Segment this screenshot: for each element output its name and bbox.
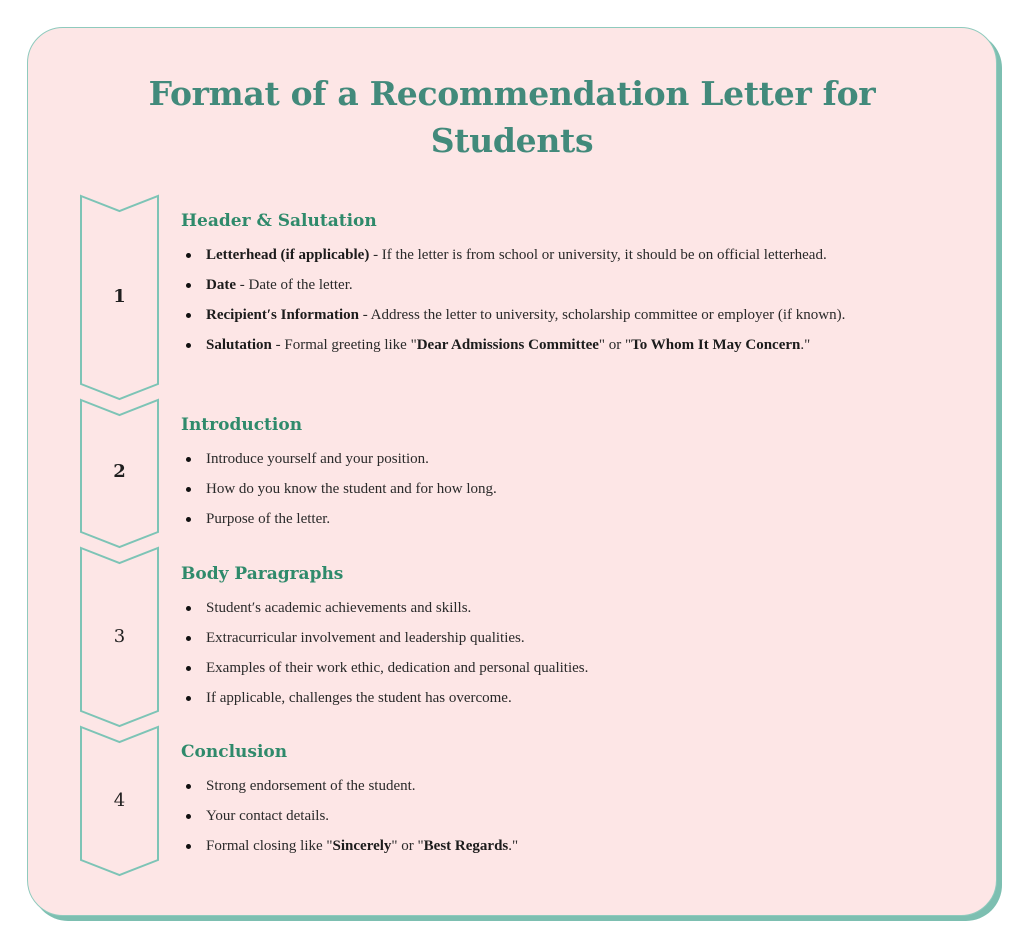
bullet-icon xyxy=(186,313,191,318)
step-number-1: 1 xyxy=(113,286,126,307)
bullet-icon xyxy=(186,606,191,611)
bullet-icon xyxy=(186,343,191,348)
list-item xyxy=(181,653,941,683)
item-text: How do you know the student and for how long. xyxy=(206,481,497,497)
list-item xyxy=(181,474,941,504)
item-label: Salutation xyxy=(206,337,272,353)
item-text: " or " xyxy=(391,838,424,854)
item-quote: Best Regards xyxy=(423,838,509,854)
bullet-icon xyxy=(186,283,191,288)
section-body-paragraphs xyxy=(181,563,941,713)
item-text: Strong endorsement of the student. xyxy=(206,778,416,794)
item-text: ." xyxy=(508,838,519,854)
bullet-icon xyxy=(186,253,191,258)
title-line-2: Students xyxy=(430,121,594,160)
list-item xyxy=(181,270,941,300)
item-text: Formal closing like " xyxy=(206,838,333,854)
title-line-1: Format of a Recommendation Letter for xyxy=(148,74,876,113)
item-text: Examples of their work ethic, dedication and personal qualities. xyxy=(206,660,589,676)
list-item xyxy=(181,330,941,360)
item-text: Extracurricular involvement and leadership qualities. xyxy=(206,630,525,646)
list-item xyxy=(181,504,941,534)
step-number-4: 4 xyxy=(113,790,126,811)
list-item xyxy=(181,240,941,270)
list-item xyxy=(181,593,941,623)
bullet-list xyxy=(181,593,941,713)
bullet-list xyxy=(181,240,941,360)
item-label: Recipient′s Information xyxy=(206,307,359,323)
bullet-icon xyxy=(186,814,191,819)
bullet-list xyxy=(181,444,941,534)
item-text: - Formal greeting like " xyxy=(271,337,417,353)
bullet-icon xyxy=(186,457,191,462)
bullet-icon xyxy=(186,784,191,789)
list-item xyxy=(181,300,941,330)
step-number-3: 3 xyxy=(113,626,126,647)
item-text: ." xyxy=(800,337,811,353)
bullet-icon xyxy=(186,636,191,641)
item-text: " or " xyxy=(598,337,632,353)
item-quote: Sincerely xyxy=(332,838,392,854)
item-text: - Address the letter to university, scholarship committee or employer (if known). xyxy=(358,307,846,323)
item-quote: Dear Admissions Committee xyxy=(416,337,599,353)
bullet-icon xyxy=(186,487,191,492)
section-header-salutation xyxy=(181,210,941,360)
section-heading: Body Paragraphs xyxy=(181,564,344,584)
section-conclusion xyxy=(181,741,941,861)
section-heading: Header & Salutation xyxy=(181,211,377,231)
bullet-icon xyxy=(186,696,191,701)
list-item xyxy=(181,623,941,653)
list-item xyxy=(181,801,941,831)
bullet-icon xyxy=(186,666,191,671)
section-heading: Conclusion xyxy=(181,742,288,762)
list-item xyxy=(181,444,941,474)
section-heading: Introduction xyxy=(181,415,303,435)
list-item xyxy=(181,771,941,801)
item-text: Introduce yourself and your position. xyxy=(206,451,429,467)
item-label: Letterhead (if applicable) xyxy=(206,247,370,263)
item-text: Student′s academic achievements and skills. xyxy=(206,600,472,616)
item-text: - Date of the letter. xyxy=(236,277,353,293)
bullet-icon xyxy=(186,517,191,522)
step-number-2: 2 xyxy=(113,461,126,482)
item-text: Your contact details. xyxy=(206,808,330,824)
list-item xyxy=(181,683,941,713)
section-introduction xyxy=(181,414,941,534)
item-quote: To Whom It May Concern xyxy=(631,337,801,353)
item-text: If applicable, challenges the student has overcome. xyxy=(206,690,512,706)
bullet-icon xyxy=(186,844,191,849)
item-text: - If the letter is from school or university, it should be on official letterhead. xyxy=(369,247,827,263)
item-label: Date xyxy=(206,277,236,293)
item-text: Purpose of the letter. xyxy=(206,511,331,527)
list-item xyxy=(181,831,941,861)
bullet-list xyxy=(181,771,941,861)
